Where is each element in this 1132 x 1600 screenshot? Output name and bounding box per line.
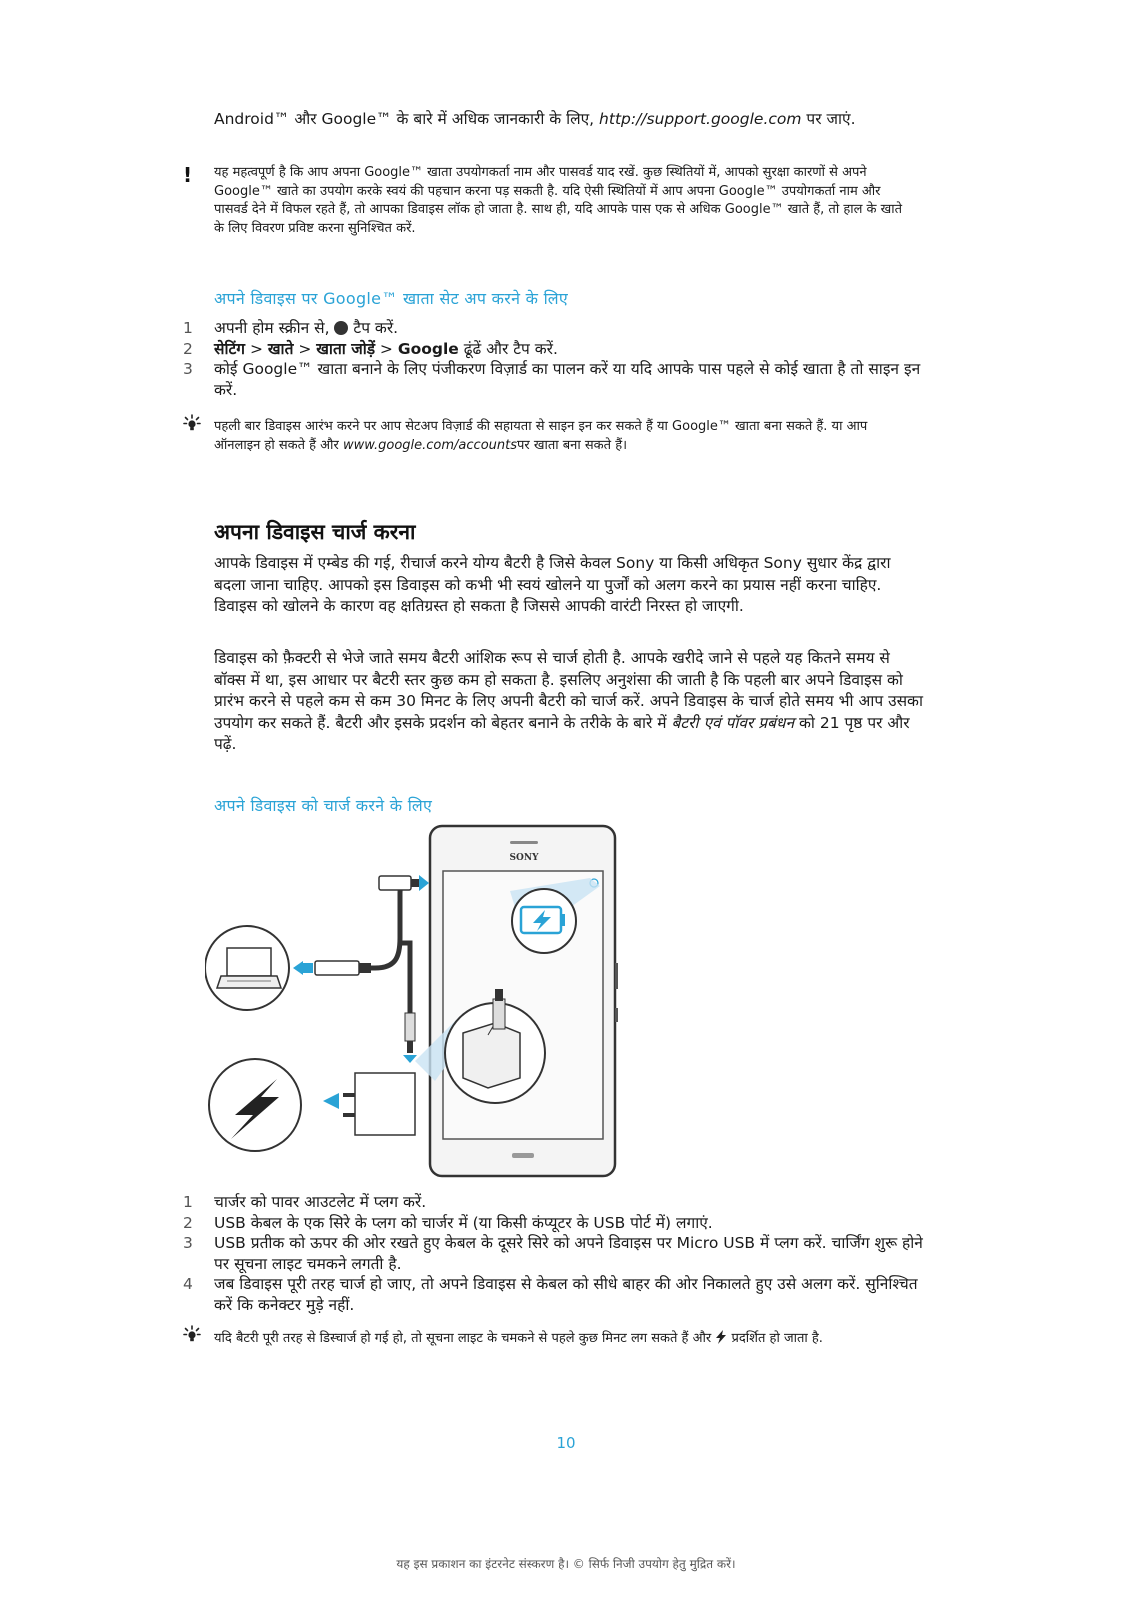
charging-illustration	[205, 823, 645, 1178]
menu-accounts: खाते	[267, 339, 294, 358]
power-outlet-icon	[209, 1059, 301, 1151]
phone-brand: SONY	[509, 853, 539, 863]
paragraph-text: डिवाइस को फ़ैक्टरी से भेजे जाते समय बैटरी आंशिक रूप से चार्ज होती है. आपके खरीदे जाने से पहले यह कितने समय से बॉक्स में था, इस आधार पर बैटरी स्तर कुछ कम हो सकता है. इसलिए अनुशंसा की जाती है कि पहली बार अपने डिवाइस को प्रारंभ करने से पहले कम से कम 30 मिनट के लिए अपनी बैटरी को चार्ज करें. अपने डिवाइस के चार्ज होते समय भी आप उसका उपयोग कर सकते हैं. बैटरी और इसके प्रदर्शन को बेहतर बनाने के तरीके के बारे में	[214, 649, 923, 732]
support-link[interactable]: http://support.google.com	[599, 110, 802, 128]
step-text: जब डिवाइस पूरी तरह चार्ज हो जाए, तो अपने डिवाइस से केबल को सीधे बाहर की ओर निकालते हुए उसे अलग करें. सुनिश्चित करें कि कनेक्टर मुड़े नहीं.	[214, 1275, 918, 1314]
laptop-illustration	[205, 926, 289, 1010]
step-number: 4	[183, 1275, 193, 1293]
step-text: टैप करें.	[348, 319, 399, 337]
tip-suffix: प्रदर्शित हो जाता है.	[727, 1331, 823, 1346]
footer-notice: यह इस प्रकाशन का इंटरनेट संस्करण है। © सिर्फ निजी उपयोग हेतु मुद्रित करें।	[396, 1557, 736, 1571]
lightbulb-icon	[183, 414, 201, 436]
menu-add-account: खाता जोड़ें	[316, 339, 375, 358]
exclamation-icon: !	[183, 163, 193, 187]
list-item	[183, 339, 923, 360]
step-number: 2	[183, 339, 193, 358]
separator: >	[245, 339, 268, 358]
step-text: ढूंढें और टैप करें.	[458, 339, 558, 358]
charging-paragraph	[214, 648, 926, 756]
section-heading-charging: अपना डिवाइस चार्ज करना	[214, 520, 416, 544]
list-item	[183, 359, 923, 400]
tip-text: यदि बैटरी पूरी तरह से डिस्चार्ज हो गई हो, तो सूचना लाइट के चमकने से पहले कुछ मिनट लग सकते हैं और	[214, 1331, 716, 1346]
list-item	[183, 1192, 923, 1213]
step-text: कोई Google™ खाता बनाने के लिए पंजीकरण विज़ार्ड का पालन करें या यदि आपके पास पहले से कोई खाता है तो साइन इन करें.	[214, 360, 921, 399]
tip-note-setup	[214, 418, 914, 455]
tip-text: पहली बार डिवाइस आरंभ करने पर आप सेटअप विज़ार्ड की सहायता से साइन इन कर सकते हैं या Google™ खाता बना सकते हैं. या आप ऑनलाइन हो सकते हैं और	[214, 419, 868, 453]
intro-text: Android™ और Google™ के बारे में अधिक जानकारी के लिए,	[214, 110, 600, 128]
step-text: USB केबल के एक सिरे के प्लग को चार्जर में (या किसी कंप्यूटर के USB पोर्ट में) लगाएं.	[214, 1213, 713, 1232]
step-number: 2	[183, 1213, 193, 1232]
menu-settings: सेटिंग	[214, 339, 246, 358]
wall-charger	[343, 1073, 415, 1135]
paragraph-suffix: को 21 पृष्ठ पर और पढ़ें.	[214, 713, 910, 753]
step-text: चार्जर को पावर आउटलेट में प्लग करें.	[214, 1193, 427, 1211]
tip-note-discharged	[214, 1330, 914, 1349]
subheading-google-account: अपने डिवाइस पर Google™ खाता सेट अप करने के लिए	[214, 289, 569, 308]
intro-paragraph	[214, 108, 914, 130]
app-grid-icon	[334, 321, 348, 335]
menu-google: Google	[397, 339, 459, 358]
battery-charging-icon	[521, 907, 565, 933]
lightbulb-icon	[183, 1325, 201, 1347]
battery-paragraph: आपके डिवाइस में एम्बेड की गई, रीचार्ज करने योग्य बैटरी है जिसे केवल Sony या किसी अधिकृत Sony सुधार केंद्र द्वारा बदला जाना चाहिए. आपको इस डिवाइस को कभी भी स्वयं खोलने या पुर्जों को अलग करने का प्रयास नहीं करना चाहिए. डिवाइस को खोलने के कारण वह क्षतिग्रस्त हो सकता है जिससे आपकी वारंटी निरस्त हो जाएगी.	[214, 554, 891, 615]
step-number: 3	[183, 360, 193, 378]
step-number: 1	[183, 1193, 193, 1211]
list-item	[183, 1233, 923, 1274]
step-number: 1	[183, 319, 193, 337]
battery-management-link[interactable]: बैटरी एवं पॉवर प्रबंधन	[671, 713, 795, 732]
intro-suffix: पर जाएं.	[801, 110, 856, 128]
tip-suffix: पर खाता बना सकते हैं।	[517, 437, 628, 453]
list-item	[183, 1274, 923, 1315]
separator: >	[293, 339, 317, 358]
step-text: USB प्रतीक को ऊपर की ओर रखते हुए केबल के दूसरे सिरे को अपने डिवाइस पर Micro USB में प्लग करें. चार्जिंग शुरू होने पर सूचना लाइट चमकने लगती है.	[214, 1234, 923, 1273]
warning-note: यह महत्वपूर्ण है कि आप अपना Google™ खाता उपयोगकर्ता नाम और पासवर्ड याद रखें. कुछ स्थितियों में, आपको सुरक्षा कारणों से अपने Google™ खाते का उपयोग करके स्वयं की पहचान करना पड़ सकती है. यदि ऐसी स्थितियों में आप अपना Google™ उपयोगकर्ता नाम और पासवर्ड देने में विफल रहते हैं, तो आपका डिवाइस लॉक हो जाता है. साथ ही, यदि आपके पास एक से अधिक Google™ खाते हैं, तो हाल के खाते के लिए विवरण प्रविष्ट करना सुनिश्चित करें.	[214, 165, 903, 236]
subheading-charge-device: अपने डिवाइस को चार्ज करने के लिए	[214, 796, 433, 815]
lightning-icon	[715, 1330, 727, 1344]
google-accounts-link[interactable]: www.google.com/accounts	[342, 437, 517, 453]
list-item	[183, 1213, 923, 1234]
separator: >	[375, 339, 398, 358]
step-number: 3	[183, 1234, 193, 1252]
step-text: अपनी होम स्क्रीन से,	[214, 319, 335, 337]
charging-steps	[183, 1192, 923, 1315]
list-item	[183, 318, 923, 339]
page-number: 10	[556, 1434, 576, 1452]
google-account-steps	[183, 318, 923, 400]
